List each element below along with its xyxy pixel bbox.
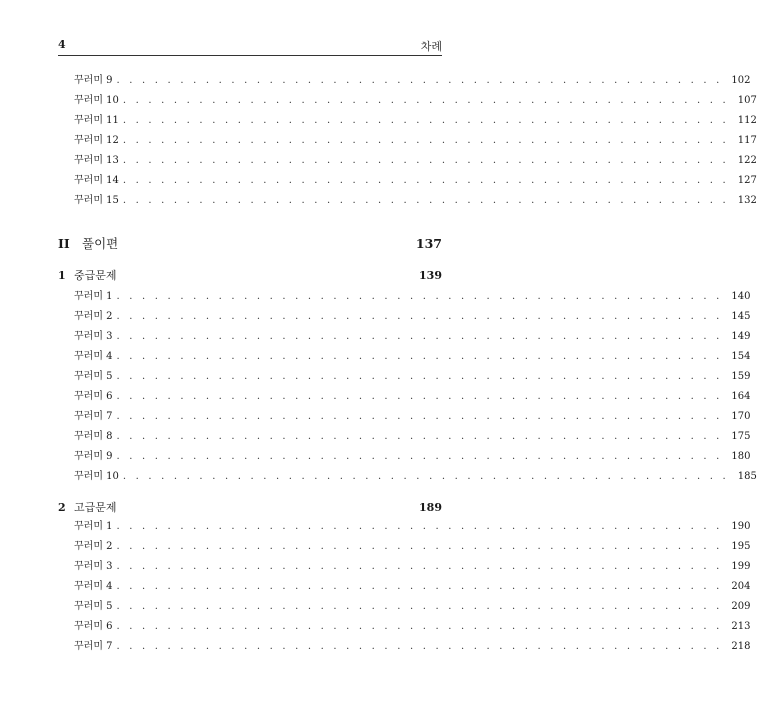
toc-entry-label: 꾸러미 15 <box>74 195 119 206</box>
page-header <box>58 38 442 54</box>
toc-entry-label: 꾸러미 2 <box>74 311 113 322</box>
dot-leader: . . . . . . . . . . . . . . . . . . . . . . . . . . . . . . . . . . . . . . . . . . . . . . . . <box>116 621 723 632</box>
toc-entry-label: 꾸러미 2 <box>74 541 113 552</box>
toc-entry-label: 꾸러미 6 <box>74 391 113 402</box>
dot-leader: . . . . . . . . . . . . . . . . . . . . . . . . . . . . . . . . . . . . . . . . . . . . . . . . <box>116 291 723 302</box>
toc-entry[interactable] <box>74 350 751 364</box>
toc-entry-page: 127 <box>737 175 757 186</box>
toc-entry-label: 꾸러미 4 <box>74 581 113 592</box>
dot-leader: . . . . . . . . . . . . . . . . . . . . . . . . . . . . . . . . . . . . . . . . . . . . . . . . <box>122 95 729 106</box>
part-title: 풀이편 <box>82 236 119 251</box>
dot-leader: . . . . . . . . . . . . . . . . . . . . . . . . . . . . . . . . . . . . . . . . . . . . . . . . <box>116 431 723 442</box>
toc-entry-page: 209 <box>731 601 751 612</box>
toc-entry[interactable] <box>74 194 757 208</box>
toc-entry[interactable] <box>74 154 757 168</box>
toc-entry[interactable] <box>74 330 751 344</box>
dot-leader: . . . . . . . . . . . . . . . . . . . . . . . . . . . . . . . . . . . . . . . . . . . . . . . . <box>116 411 723 422</box>
dot-leader: . . . . . . . . . . . . . . . . . . . . . . . . . . . . . . . . . . . . . . . . . . . . . . . . <box>116 581 723 592</box>
toc-entry[interactable] <box>74 540 751 554</box>
toc-entry-page: 117 <box>737 135 757 146</box>
toc-entry-page: 175 <box>731 431 751 442</box>
dot-leader: . . . . . . . . . . . . . . . . . . . . . . . . . . . . . . . . . . . . . . . . . . . . . . . . <box>116 391 723 402</box>
toc-entry[interactable] <box>74 310 751 324</box>
dot-leader: . . . . . . . . . . . . . . . . . . . . . . . . . . . . . . . . . . . . . . . . . . . . . . . . <box>116 451 723 462</box>
toc-entry[interactable] <box>74 390 751 404</box>
toc-entry-label: 꾸러미 7 <box>74 411 113 422</box>
chapter-title: 중급문제 <box>74 269 117 282</box>
toc-entry-label: 꾸러미 1 <box>74 291 113 302</box>
toc-entry-page: 195 <box>731 541 751 552</box>
toc-entry-label: 꾸러미 14 <box>74 175 119 186</box>
toc-entry-page: 190 <box>731 521 751 532</box>
toc-entry[interactable] <box>74 174 757 188</box>
toc-entry-page: 180 <box>731 451 751 462</box>
toc-entry-label: 꾸러미 4 <box>74 351 113 362</box>
toc-entry[interactable] <box>74 410 751 424</box>
toc-entry-page: 154 <box>731 351 751 362</box>
toc-entry[interactable] <box>74 560 751 574</box>
chapter-heading[interactable] <box>58 500 442 516</box>
toc-entry-page: 112 <box>737 115 757 126</box>
toc-entry-label: 꾸러미 9 <box>74 75 113 86</box>
dot-leader: . . . . . . . . . . . . . . . . . . . . . . . . . . . . . . . . . . . . . . . . . . . . . . . . <box>122 175 729 186</box>
toc-entry[interactable] <box>74 580 751 594</box>
toc-entry-page: 204 <box>731 581 751 592</box>
toc-entry[interactable] <box>74 450 751 464</box>
toc-entry[interactable] <box>74 430 751 444</box>
dot-leader: . . . . . . . . . . . . . . . . . . . . . . . . . . . . . . . . . . . . . . . . . . . . . . . . <box>116 75 723 86</box>
toc-entry-label: 꾸러미 7 <box>74 641 113 652</box>
page-number: 4 <box>58 38 66 51</box>
dot-leader: . . . . . . . . . . . . . . . . . . . . . . . . . . . . . . . . . . . . . . . . . . . . . . . . <box>116 351 723 362</box>
running-title: 차례 <box>420 40 442 53</box>
toc-entry[interactable] <box>74 290 751 304</box>
toc-entry-label: 꾸러미 3 <box>74 331 113 342</box>
toc-entry-page: 170 <box>731 411 751 422</box>
dot-leader: . . . . . . . . . . . . . . . . . . . . . . . . . . . . . . . . . . . . . . . . . . . . . . . . <box>116 371 723 382</box>
toc-entry-label: 꾸러미 8 <box>74 431 113 442</box>
toc-entry-page: 140 <box>731 291 751 302</box>
chapter-page: 189 <box>419 501 442 514</box>
chapter-page: 139 <box>419 269 442 282</box>
dot-leader: . . . . . . . . . . . . . . . . . . . . . . . . . . . . . . . . . . . . . . . . . . . . . . . . <box>122 115 729 126</box>
toc-entry-label: 꾸러미 11 <box>74 115 119 126</box>
toc-entry[interactable] <box>74 470 757 484</box>
dot-leader: . . . . . . . . . . . . . . . . . . . . . . . . . . . . . . . . . . . . . . . . . . . . . . . . <box>116 521 723 532</box>
dot-leader: . . . . . . . . . . . . . . . . . . . . . . . . . . . . . . . . . . . . . . . . . . . . . . . . <box>116 641 723 652</box>
toc-entry[interactable] <box>74 620 751 634</box>
toc-entry[interactable] <box>74 520 751 534</box>
toc-entry-page: 107 <box>737 95 757 106</box>
toc-entry[interactable] <box>74 134 757 148</box>
toc-entry-label: 꾸러미 6 <box>74 621 113 632</box>
dot-leader: . . . . . . . . . . . . . . . . . . . . . . . . . . . . . . . . . . . . . . . . . . . . . . . . <box>116 561 723 572</box>
toc-entry-label: 꾸러미 9 <box>74 451 113 462</box>
toc-entry-page: 132 <box>737 195 757 206</box>
dot-leader: . . . . . . . . . . . . . . . . . . . . . . . . . . . . . . . . . . . . . . . . . . . . . . . . <box>116 311 723 322</box>
chapter-number: 2 <box>58 501 66 514</box>
dot-leader: . . . . . . . . . . . . . . . . . . . . . . . . . . . . . . . . . . . . . . . . . . . . . . . . <box>116 541 723 552</box>
chapter-number: 1 <box>58 269 66 282</box>
part-page: 137 <box>415 236 442 251</box>
toc-entry[interactable] <box>74 94 757 108</box>
toc-entry[interactable] <box>74 600 751 614</box>
chapter-heading[interactable] <box>58 268 442 284</box>
toc-entry-page: 122 <box>737 155 757 166</box>
part-number: II <box>58 236 70 251</box>
dot-leader: . . . . . . . . . . . . . . . . . . . . . . . . . . . . . . . . . . . . . . . . . . . . . . . . <box>122 471 729 482</box>
dot-leader: . . . . . . . . . . . . . . . . . . . . . . . . . . . . . . . . . . . . . . . . . . . . . . . . <box>116 331 723 342</box>
toc-entry-page: 149 <box>731 331 751 342</box>
toc-entry-label: 꾸러미 1 <box>74 521 113 532</box>
toc-entry-page: 145 <box>731 311 751 322</box>
toc-entry-label: 꾸러미 10 <box>74 95 119 106</box>
dot-leader: . . . . . . . . . . . . . . . . . . . . . . . . . . . . . . . . . . . . . . . . . . . . . . . . <box>122 195 729 206</box>
dot-leader: . . . . . . . . . . . . . . . . . . . . . . . . . . . . . . . . . . . . . . . . . . . . . . . . <box>122 135 729 146</box>
toc-entry[interactable] <box>74 114 757 128</box>
toc-entry-label: 꾸러미 10 <box>74 471 119 482</box>
toc-entry-page: 164 <box>731 391 751 402</box>
toc-entry-page: 102 <box>731 75 751 86</box>
toc-entry-label: 꾸러미 5 <box>74 371 113 382</box>
toc-entry-page: 159 <box>731 371 751 382</box>
dot-leader: . . . . . . . . . . . . . . . . . . . . . . . . . . . . . . . . . . . . . . . . . . . . . . . . <box>116 601 723 612</box>
toc-entry-label: 꾸러미 12 <box>74 135 119 146</box>
header-rule <box>58 55 442 56</box>
toc-entry-page: 213 <box>731 621 751 632</box>
toc-entry[interactable] <box>74 640 751 654</box>
toc-entry[interactable] <box>74 74 751 88</box>
toc-entry-label: 꾸러미 5 <box>74 601 113 612</box>
chapter-title: 고급문제 <box>74 501 117 514</box>
toc-entry-page: 185 <box>737 471 757 482</box>
part-heading[interactable] <box>58 235 442 253</box>
toc-entry-page: 199 <box>731 561 751 572</box>
toc-entry-page: 218 <box>731 641 751 652</box>
toc-entry[interactable] <box>74 370 751 384</box>
toc-entry-label: 꾸러미 3 <box>74 561 113 572</box>
dot-leader: . . . . . . . . . . . . . . . . . . . . . . . . . . . . . . . . . . . . . . . . . . . . . . . . <box>122 155 729 166</box>
toc-entry-label: 꾸러미 13 <box>74 155 119 166</box>
